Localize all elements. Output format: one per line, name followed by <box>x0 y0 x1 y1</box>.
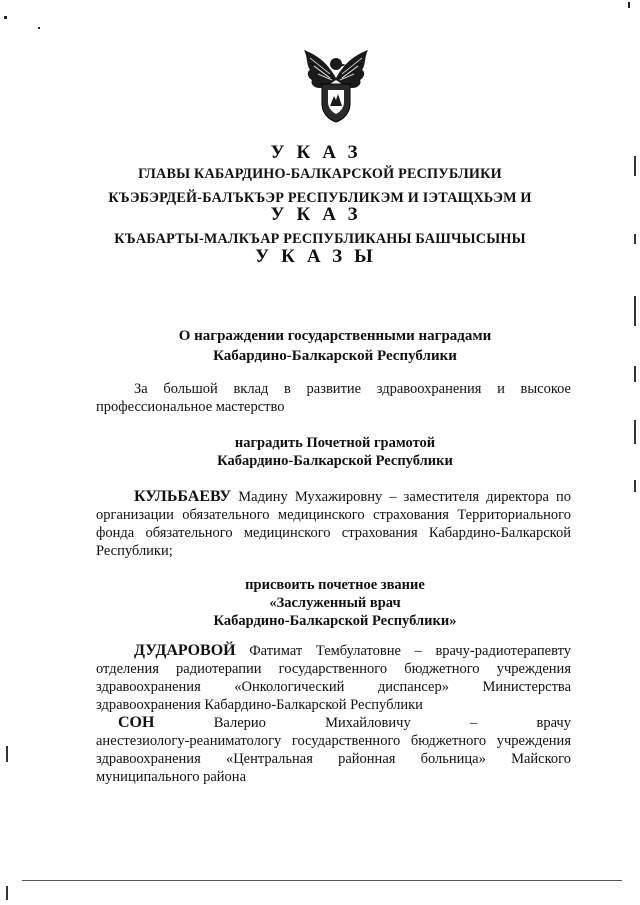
decree-heading-kabardian: УКАЗ <box>270 204 370 225</box>
awardee-details: анестезиологу-реаниматологу государственного бюджетного учреждения здравоохранения «Центральная районная больница» Майского муниципального района <box>96 733 571 785</box>
decree-heading-balkar: УКАЗЫ <box>255 246 385 267</box>
award-first-line <box>96 714 571 732</box>
section-heading-certificate <box>90 434 580 470</box>
header-line-russian: ГЛАВЫ КАБАРДИНО-БАЛКАРСКОЙ РЕСПУБЛИКИ <box>138 166 502 182</box>
document-title <box>90 326 580 366</box>
footer-rule <box>22 880 622 881</box>
scan-edge-mark <box>634 480 636 492</box>
scan-edge-mark <box>634 420 636 444</box>
coat-of-arms-eagle-icon <box>300 44 372 124</box>
section-heading-line: Кабардино-Балкарской Республики <box>217 453 453 469</box>
scan-speck <box>4 16 7 19</box>
awardee-details: Фатимат Тембулатовне – врачу-радиотерапевту отделения радиотерапии государственного бюджетного учреждения здравоохранения «Онкологический диспансер» Министерства здравоохранения Кабардино-Балкарской Республики <box>96 643 571 713</box>
scan-edge-mark <box>6 886 8 900</box>
scan-speck <box>628 2 630 8</box>
awardee-surname: ДУДАРОВОЙ <box>134 642 236 659</box>
award-paragraph-son <box>96 714 571 786</box>
awardee-surname: СОН <box>118 714 155 731</box>
scan-edge-mark <box>6 746 8 762</box>
intro-paragraph: За большой вклад в развитие здравоохранения и высокое профессиональное мастерство <box>96 381 571 415</box>
awardee-patronymic: Михайловичу <box>325 715 411 731</box>
award-paragraph-dudarova <box>96 642 571 714</box>
section-heading-line: Кабардино-Балкарской Республики» <box>213 613 457 629</box>
awardee-name: Валерио <box>213 715 266 731</box>
awardee-details: Мадину Мухажировну – заместителя директора по организации обязательного медицинского страхования Территориального фонда обязательного медицинского страхования Кабардино-Балкарской Республики; <box>96 489 572 559</box>
scan-edge-mark <box>634 366 636 382</box>
award-paragraph-kulbaeva <box>96 488 571 560</box>
header-line-balkar: КЪАБАРТЫ-МАЛКЪАР РЕСПУБЛИКАНЫ БАШЧЫСЫНЫ <box>114 231 526 247</box>
dash: – <box>469 715 478 731</box>
decree-heading: УКАЗ <box>270 142 370 163</box>
header-line-kabardian: КЪЭБЭРДЕЙ-БАЛЪКЪЭР РЕСПУБЛИКЭМ И IЭТАЩХЬЭМ И <box>108 190 532 206</box>
awardee-role-start: врачу <box>536 715 571 731</box>
section-heading-honorary-title <box>90 576 580 630</box>
scan-speck <box>38 27 40 29</box>
section-heading-line: присвоить почетное звание <box>245 577 425 593</box>
section-heading-line: «Заслуженный врач <box>269 595 401 611</box>
awardee-surname: КУЛЬБАЕВУ <box>134 488 232 505</box>
scan-edge-mark <box>634 296 636 326</box>
document-title-line: Кабардино-Балкарской Республики <box>213 348 457 364</box>
section-heading-line: наградить Почетной грамотой <box>234 435 436 451</box>
document-title-line: О награждении государственными наградами <box>178 328 492 344</box>
